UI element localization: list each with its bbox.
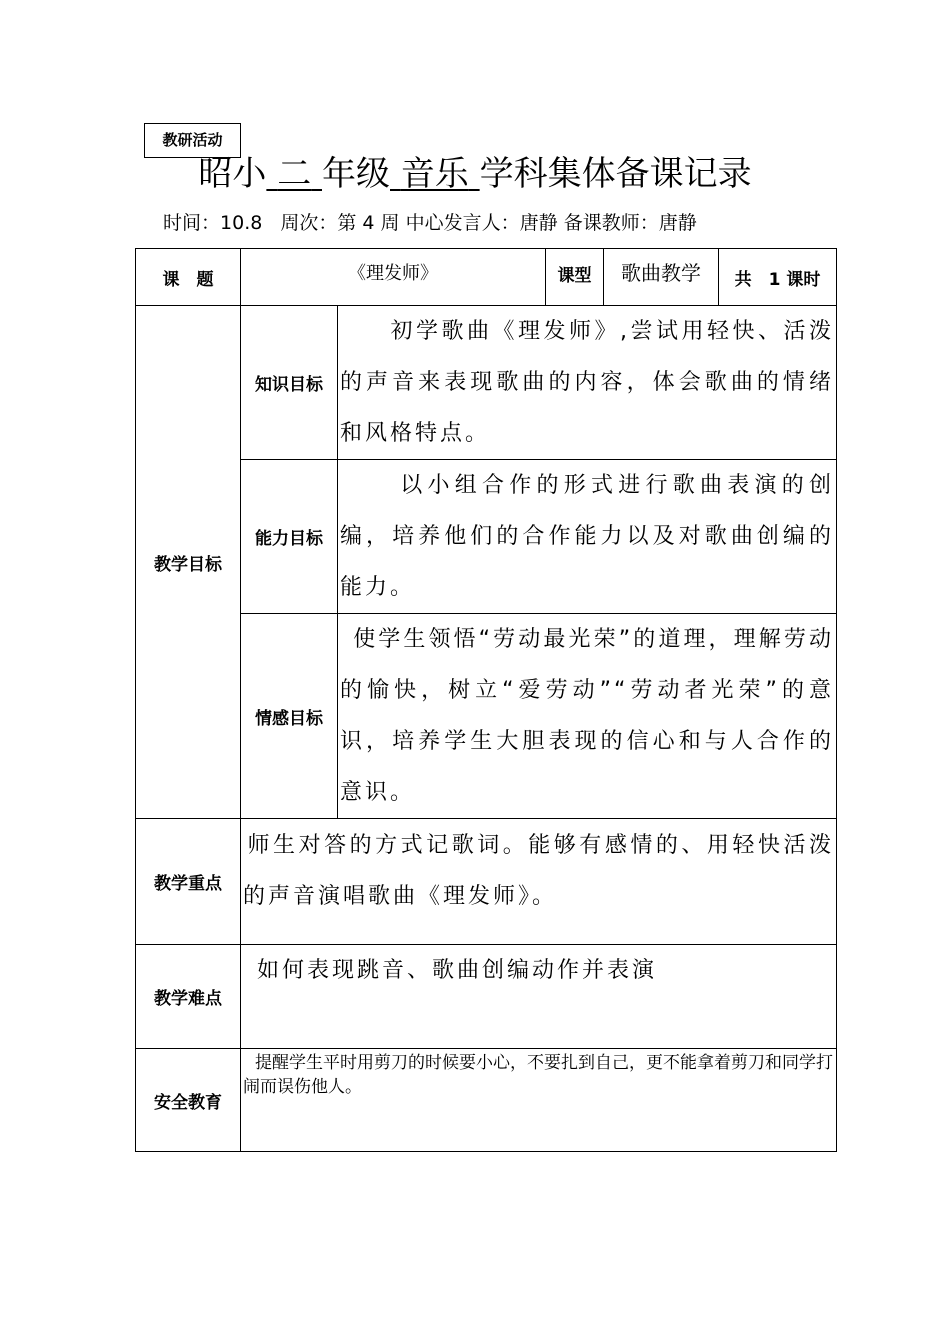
ability-row (136, 460, 837, 614)
page-title (0, 151, 950, 197)
emotion-text: 使学生领悟“劳动最光荣”的道理，理解劳动的愉快，树立“爱劳动”“劳动者光荣”的意识，培养学生大胆表现的信心和与人合作的意识。 (338, 614, 837, 819)
speaker-label: 中心发言人： (405, 212, 520, 234)
speaker-name: 唐静 (519, 212, 558, 234)
title-suffix: 学科集体备课记录 (479, 154, 752, 194)
emotion-row (136, 614, 837, 819)
title-grade: 二 (277, 154, 312, 194)
title-grade-suffix: 年级 (322, 154, 390, 194)
week-label: 周次： (280, 212, 338, 234)
difficulty-row (136, 945, 837, 1049)
goals-label: 教学目标 (136, 306, 241, 819)
emotion-label: 情感目标 (241, 614, 338, 819)
ability-label: 能力目标 (241, 460, 338, 614)
difficulty-text: 如何表现跳音、歌曲创编动作并表演 (241, 945, 837, 1049)
topic-label: 课 题 (136, 249, 241, 306)
key-text: 师生对答的方式记歌词。能够有感情的、用轻快活泼的声音演唱歌曲《理发师》。 (241, 819, 837, 945)
activity-tag: 教研活动 (144, 123, 241, 158)
difficulty-label: 教学难点 (136, 945, 241, 1049)
key-label: 教学重点 (136, 819, 241, 945)
week-prefix: 第 (337, 212, 357, 234)
week-number: 4 (362, 212, 375, 234)
topic-row (136, 249, 837, 306)
title-subject: 音乐 (400, 154, 469, 194)
teacher-name: 唐静 (658, 212, 697, 234)
teacher-label: 备课教师： (563, 212, 659, 234)
title-school: 昭小 (198, 154, 267, 194)
week-unit: 周 (380, 212, 400, 234)
lesson-table (135, 248, 837, 1152)
type-value: 歌曲教学 (604, 249, 719, 306)
topic-value: 《理发师》 (241, 249, 546, 306)
knowledge-label: 知识目标 (241, 306, 338, 460)
knowledge-text: 初学歌曲《理发师》,尝试用轻快、活泼的声音来表现歌曲的内容，体会歌曲的情绪和风格特点。 (338, 306, 837, 460)
meta-line (163, 209, 697, 237)
type-label: 课型 (546, 249, 604, 306)
safety-row (136, 1049, 837, 1152)
ability-text: 以小组合作的形式进行歌曲表演的创编，培养他们的合作能力以及对歌曲创编的能力。 (338, 460, 837, 614)
safety-label: 安全教育 (136, 1049, 241, 1152)
safety-text: 提醒学生平时用剪刀的时候要小心，不要扎到自己，更不能拿着剪刀和同学打闹而误伤他人。 (241, 1049, 837, 1152)
key-row (136, 819, 837, 945)
time-label: 时间： (163, 212, 221, 234)
knowledge-row (136, 306, 837, 460)
time-value: 10.8 (220, 212, 263, 234)
periods: 共 1 课时 (719, 249, 837, 306)
